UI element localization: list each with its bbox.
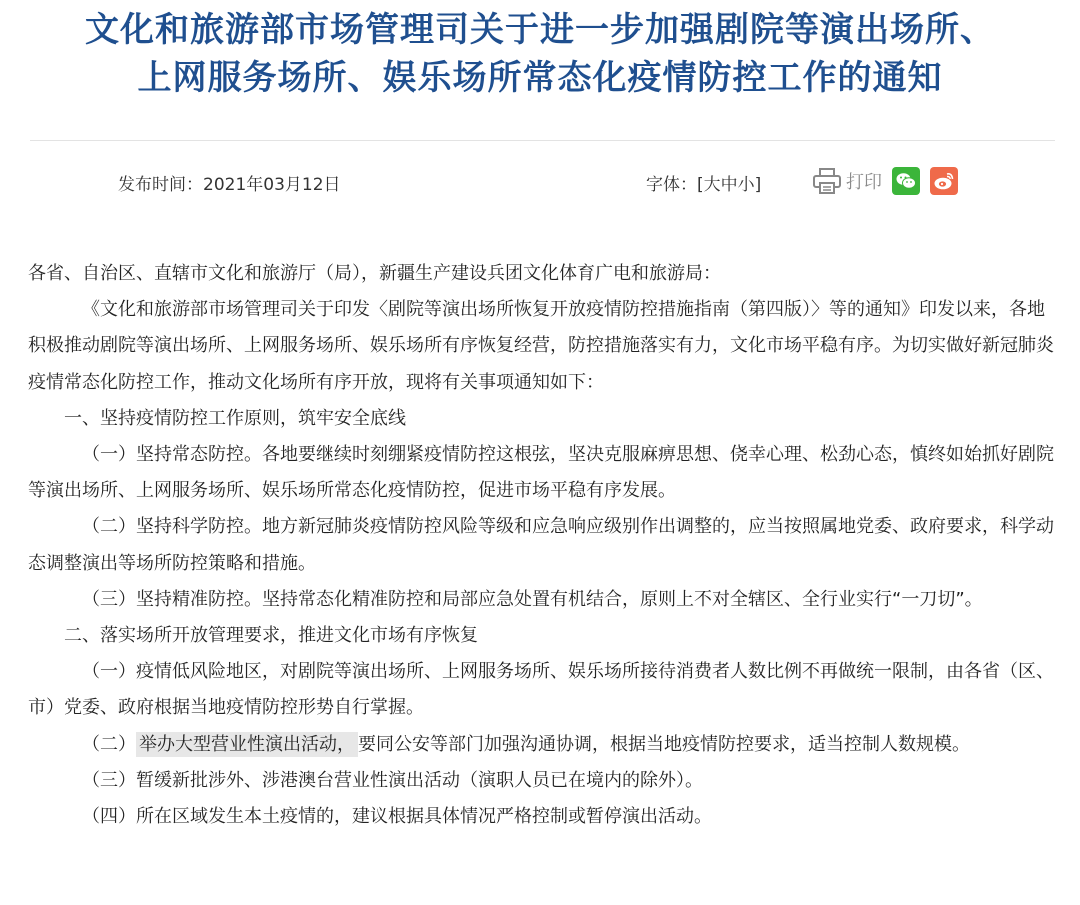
section-1-item-1: （一）坚持常态防控。各地要继续时刻绷紧疫情防控这根弦，坚决克服麻痹思想、侥幸心理、松劲心态，慎终如始抓好剧院等演出场所、上网服务场所、娱乐场所常态化疫情防控，促进市场平稳有序发展。 bbox=[28, 444, 1054, 502]
publish-time: 发布时间：2021年03月12日 bbox=[118, 175, 341, 195]
section-1-heading: 一、坚持疫情防控工作原则，筑牢安全底线 bbox=[64, 407, 406, 429]
title-line-1: 文化和旅游部市场管理司关于进一步加强剧院等演出场所、 bbox=[85, 10, 995, 50]
share-weibo-button[interactable] bbox=[930, 167, 958, 195]
section-2-item-2 bbox=[28, 727, 1058, 763]
article-body bbox=[28, 256, 1058, 835]
section-2-item-4: （四）所在区域发生本土疫情的，建议根据具体情况严格控制或暂停演出活动。 bbox=[82, 806, 712, 828]
share-wechat-button[interactable] bbox=[892, 167, 920, 195]
item-2-prefix: （二） bbox=[82, 733, 136, 755]
intro-paragraph: 《文化和旅游部市场管理司关于印发〈剧院等演出场所恢复开放疫情防控措施指南（第四版）〉等的通知》印发以来，各地积极推动剧院等演出场所、上网服务场所、娱乐场所有序恢复经营，防控措施落实有力，文化市场平稳有序。为切实做好新冠肺炎疫情常态化防控工作，推动文化场所有序开放，现将有关事项通知如下： bbox=[28, 299, 1054, 393]
section-1-item-2: （二）坚持科学防控。地方新冠肺炎疫情防控风险等级和应急响应级别作出调整的，应当按照属地党委、政府要求，科学动态调整演出等场所防控策略和措施。 bbox=[28, 516, 1054, 574]
print-label: 打印 bbox=[846, 172, 882, 193]
weibo-icon bbox=[933, 171, 955, 191]
font-size-selector[interactable]: 字体：[大中小] bbox=[646, 175, 762, 195]
title-line-2: 上网服务场所、娱乐场所常态化疫情防控工作的通知 bbox=[137, 58, 943, 98]
article-tools bbox=[812, 164, 958, 198]
section-1-item-3: （三）坚持精准防控。坚持常态化精准防控和局部应急处置有机结合，原则上不对全辖区、全行业实行“一刀切”。 bbox=[82, 588, 983, 610]
section-2-item-1: （一）疫情低风险地区，对剧院等演出场所、上网服务场所、娱乐场所接待消费者人数比例不再做统一限制，由各省（区、市）党委、政府根据当地疫情防控形势自行掌握。 bbox=[28, 661, 1054, 719]
title-divider bbox=[30, 140, 1055, 141]
highlighted-text: 举办大型营业性演出活动， bbox=[136, 732, 358, 757]
salutation: 各省、自治区、直辖市文化和旅游厅（局），新疆生产建设兵团文化体育广电和旅游局： bbox=[28, 263, 721, 284]
page-title bbox=[0, 6, 1080, 102]
item-2-rest: 要同公安等部门加强沟通协调，根据当地疫情防控要求，适当控制人数规模。 bbox=[358, 733, 970, 755]
printer-icon bbox=[812, 167, 842, 195]
wechat-icon bbox=[895, 171, 917, 191]
section-2-heading: 二、落实场所开放管理要求，推进文化市场有序恢复 bbox=[64, 625, 478, 647]
print-button[interactable] bbox=[812, 167, 882, 195]
section-2-item-3: （三）暂缓新批涉外、涉港澳台营业性演出活动（演职人员已在境内的除外）。 bbox=[82, 769, 703, 791]
